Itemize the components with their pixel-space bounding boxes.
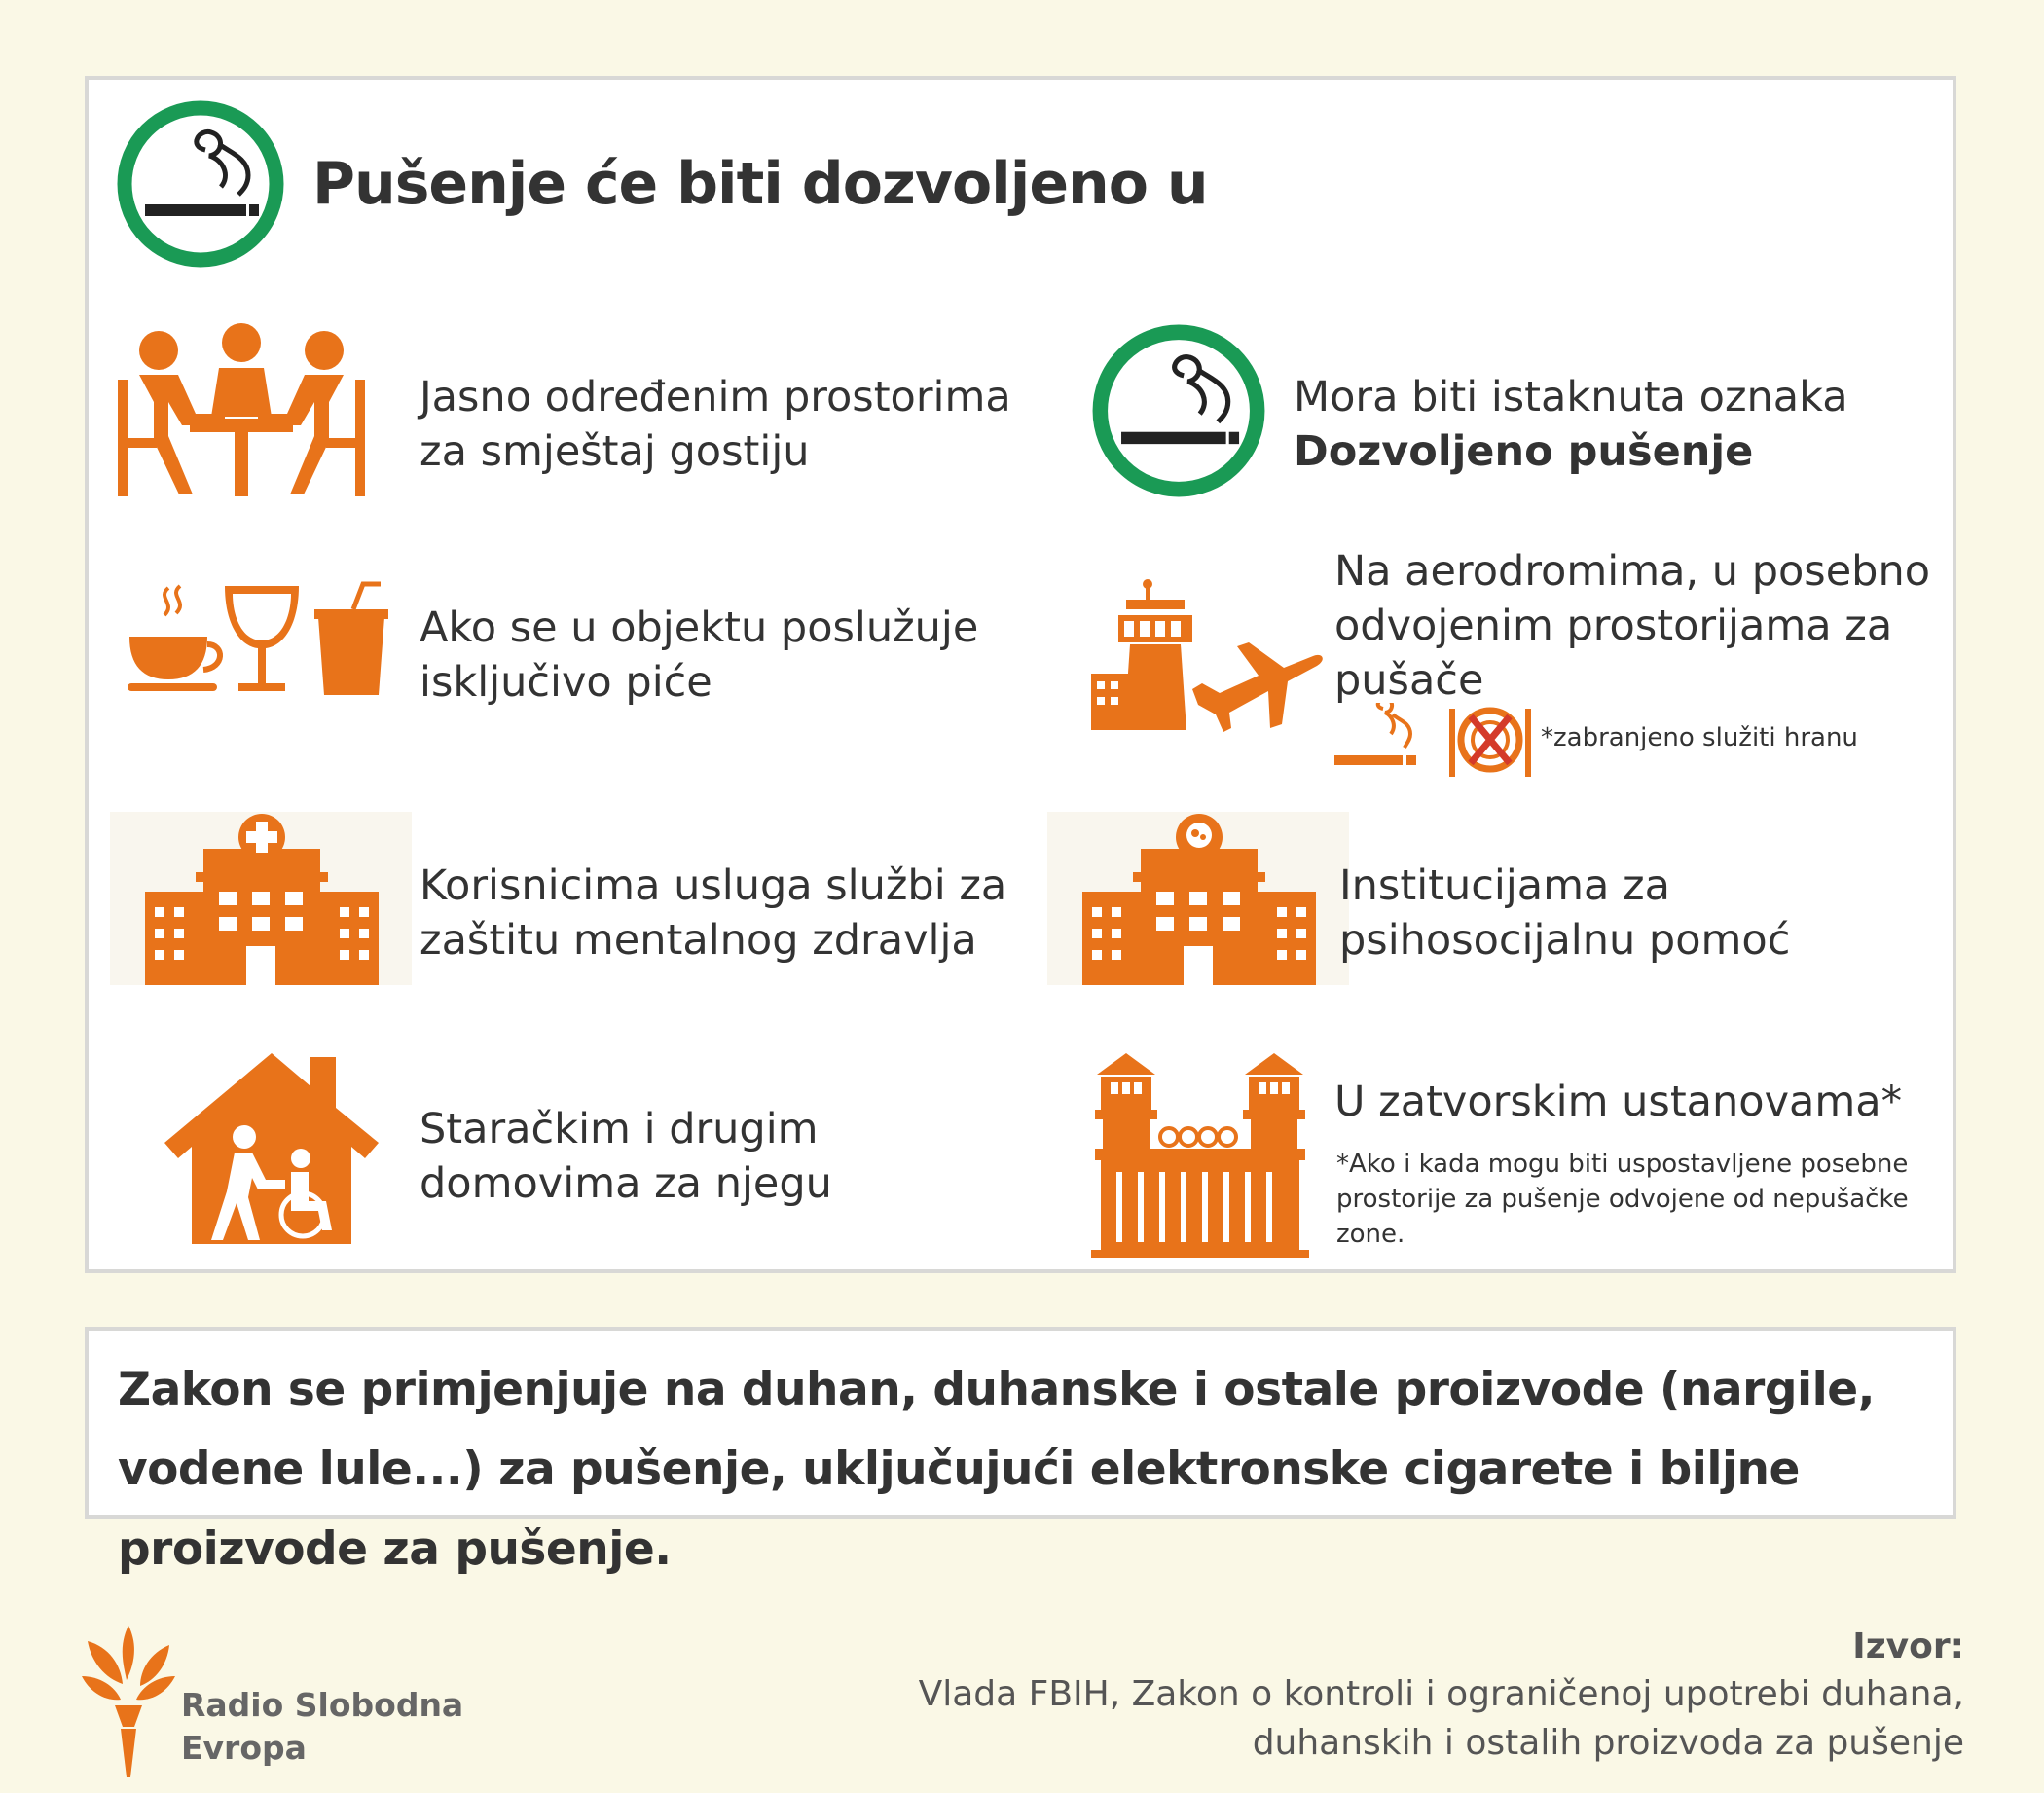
flame-torch-icon xyxy=(80,1616,177,1781)
logo-line-2: Evropa xyxy=(181,1729,307,1767)
airport-icon xyxy=(1091,576,1325,732)
item-8-note-line-2: prostorije za pušenje odvojene od nepušačke xyxy=(1336,1185,1909,1214)
smoking-food-ban-icons xyxy=(1334,703,1539,781)
item-3-line-2: isključivo piće xyxy=(420,658,712,707)
item-text-3 xyxy=(420,601,978,710)
law-scope-box xyxy=(85,1327,1956,1576)
smoking-allowed-sign-icon xyxy=(1091,323,1266,498)
item-2-line-1: Mora biti istaknuta oznaka xyxy=(1294,373,1848,421)
item-text-2 xyxy=(1294,370,1848,479)
source-line-2: duhanskih i ostalih proizvoda za pušenje xyxy=(1252,1723,1964,1763)
item-7-line-2: domovima za njegu xyxy=(420,1159,832,1208)
hospital-icon xyxy=(110,812,412,985)
item-1-line-1: Jasno određenim prostorima xyxy=(420,373,1011,421)
drinks-icon xyxy=(128,578,390,705)
logo-text xyxy=(181,1684,463,1770)
item-7-line-1: Staračkim i drugim xyxy=(420,1105,819,1153)
item-4-line-3: pušače xyxy=(1334,656,1484,705)
item-3-line-1: Ako se u objektu poslužuje xyxy=(420,604,979,652)
info-panel xyxy=(85,76,1956,1273)
item-text-4 xyxy=(1334,544,1930,708)
source-title: Izvor: xyxy=(1852,1627,1964,1666)
item-text-7 xyxy=(420,1102,832,1211)
item-text-1 xyxy=(420,370,1011,479)
psychosocial-institution-icon xyxy=(1047,812,1349,985)
item-5-line-2: zaštitu mentalnog zdravlja xyxy=(420,916,977,965)
item-1-line-2: za smještaj gostiju xyxy=(420,427,810,476)
item-text-6 xyxy=(1339,859,1790,968)
item-6-line-2: psihosocijalnu pomoć xyxy=(1339,916,1791,965)
item-4-line-1: Na aerodromima, u posebno xyxy=(1334,547,1931,596)
item-6-line-1: Institucijama za xyxy=(1339,861,1670,910)
source-block xyxy=(919,1624,1964,1768)
page-title: Pušenje će biti dozvoljeno u xyxy=(312,150,1208,218)
cafe-table-icon xyxy=(110,321,373,496)
item-text-8 xyxy=(1334,1075,1902,1129)
law-scope-text: Zakon se primjenjuje na duhan, duhanske i ostale proizvode (nargile, vodene lule...) za pušenje, uključujući elektronske cigarete i biljne proizvode za pušenje. xyxy=(118,1363,1875,1576)
item-4-line-2: odvojenim prostorijama za xyxy=(1334,602,1893,650)
item-2-bold-line: Dozvoljeno pušenje xyxy=(1294,427,1754,476)
item-8-note xyxy=(1336,1147,1909,1252)
item-5-line-1: Korisnicima usluga službi za xyxy=(420,861,1007,910)
care-home-icon xyxy=(164,1049,379,1244)
item-8-note-line-1: *Ako i kada mogu biti uspostavljene posebne xyxy=(1336,1150,1909,1179)
rse-logo xyxy=(80,1616,464,1781)
smoking-allowed-icon xyxy=(116,99,285,269)
logo-line-1: Radio Slobodna xyxy=(181,1686,464,1724)
source-line-1: Vlada FBIH, Zakon o kontroli i ograničenoj upotrebi duhana, xyxy=(918,1674,1964,1714)
item-8-note-line-3: zone. xyxy=(1336,1220,1405,1249)
title-row xyxy=(116,97,1208,271)
item-4-note: *zabranjeno služiti hranu xyxy=(1541,723,1858,752)
item-text-5 xyxy=(420,859,1006,968)
prison-icon xyxy=(1091,1051,1309,1258)
item-8-line-1: U zatvorskim ustanovama* xyxy=(1334,1078,1903,1126)
